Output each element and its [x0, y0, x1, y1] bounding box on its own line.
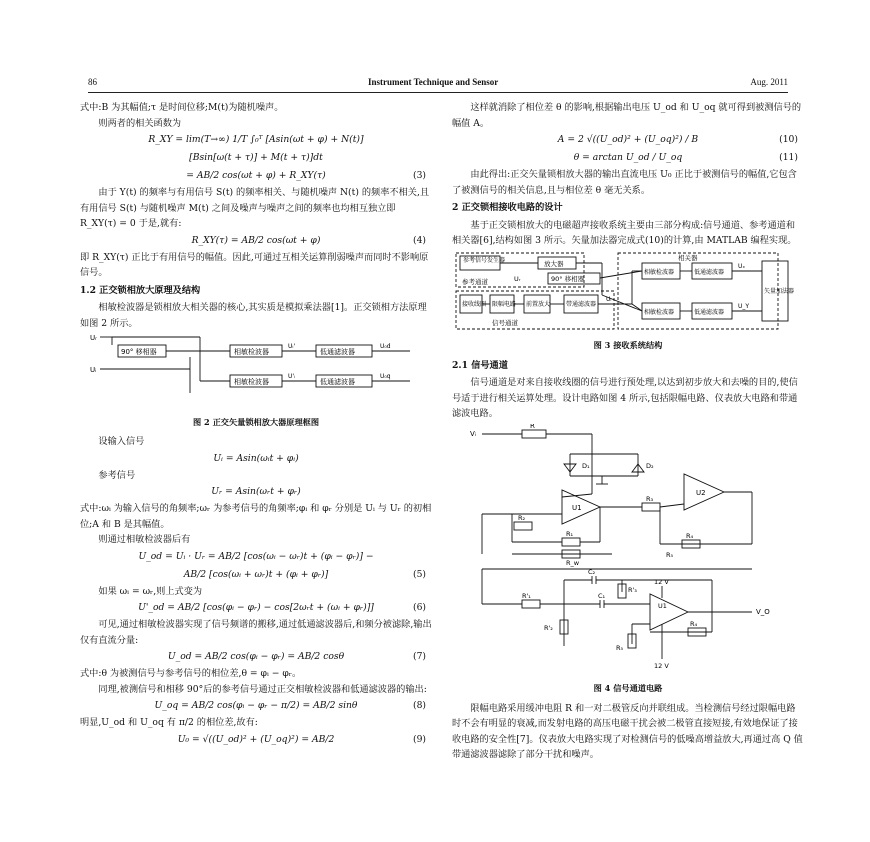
page-number: 86	[88, 77, 97, 87]
figure-3-caption: 图 3 接收系统结构	[593, 340, 663, 350]
fig4-rw: R_w	[566, 558, 580, 567]
fig3-limiter: 限幅电路	[492, 300, 517, 308]
equation-number: (8)	[412, 700, 426, 711]
paragraph: 基于正交锁相放大的电磁超声接收系统主要由三部分构成:信号通道、参考通道和相关器[6],结构如图 3 所示。矢量加法器完成式(10)的计算,由 MATLAB 编程实现。	[452, 219, 797, 246]
journal-name: Instrument Technique and Sensor	[368, 77, 499, 87]
paragraph: 明显,U_od 和 U_oq 有 π/2 的相位差,故有:	[80, 717, 258, 728]
fig2-lpf-bottom: 低通滤波器	[320, 378, 355, 386]
equation-number: (7)	[412, 651, 426, 662]
fig3-phase-shifter: 90° 移相器	[551, 274, 585, 283]
fig2-lpf-top: 低通滤波器	[320, 348, 355, 356]
fig3-ref-channel: 参考通道	[462, 277, 488, 286]
fig2-out-q: U₀q	[380, 373, 391, 380]
equation-4: R_XY(τ) = AB/2 cos(ωt + φ) (4)	[80, 232, 432, 250]
fig2-label-ur: Uᵣ	[90, 334, 97, 342]
equation-3-line3: = AB/2 cos(ωt + φ) + R_XY(τ) (3)	[80, 167, 432, 185]
right-column	[452, 100, 804, 763]
fig4-r: R	[530, 423, 535, 430]
fig3-signal-channel: 信号通道	[492, 318, 518, 327]
paragraph: 由于 Y(t) 的频率与有用信号 S(t) 的频率相关、与随机噪声 N(t) 的频率不相关,且有用信号 S(t) 与随机噪声 M(t) 之间及噪声与噪声之间的频率也均相互独立即 R_XY(τ) = 0 于是,就有:	[80, 187, 430, 229]
equation-number: (4)	[412, 234, 426, 246]
equation-5-line2: AB/2 [cos(ωᵢ + ωᵣ)t + (φᵢ + φᵣ)] (5)	[80, 566, 432, 584]
fig3-correlator: 相关器	[678, 253, 698, 262]
equation-input: Uᵢ = Asin(ωᵢt + φᵢ)	[213, 452, 299, 464]
fig3-coil: 接收线圈	[462, 300, 487, 308]
figure-2	[80, 333, 432, 430]
fig4-r1-prime: R'₁	[522, 591, 531, 600]
paragraph: 同理,被测信号和相移 90°后的参考信号通过正交相敏检波器和低通滤波器的输出:	[98, 683, 427, 695]
receiver-system-block-diagram	[452, 251, 802, 331]
fig3-ui: Uᵢ	[606, 295, 612, 303]
equation-number: (3)	[412, 170, 426, 181]
fig3-lpf-2: 低通滤波器	[694, 308, 725, 316]
fig2-psd-bottom: 相敏检波器	[234, 378, 269, 386]
paragraph: 限幅电路采用缓冲电阻 R 和一对二极管反向并联组成。当检测信号经过限幅电路时不会有明显的衰减,而发射电路的高压电磁干扰会被二极管直接短接,有效地保证了接收电路的安全性[7]。仪表放大电路实现了对检测信号的低噪高增益放大,再通过高 Q 值带通滤波器滤除了部分干扰和噪声。	[452, 702, 803, 760]
fig4-d2: D₂	[646, 461, 654, 470]
paragraph: 可见,通过相敏检波器实现了信号频谱的搬移,通过低通滤波器后,和频分被滤除,输出仅有直流分量:	[80, 619, 432, 646]
fig4-r4b: R₄	[690, 619, 698, 628]
equation-ref: Uᵣ = Asin(ωᵣt + φᵣ)	[211, 486, 301, 497]
fig3-amplifier: 放大器	[544, 259, 564, 268]
fig2-phase-shifter: 90° 移相器	[121, 348, 157, 356]
fig2-psd-top: 相敏检波器	[234, 348, 269, 356]
fig3-uy: U_Y	[738, 302, 750, 310]
fig4-u1-opamp: U1	[658, 601, 667, 610]
section-heading: 1.2 正交锁相放大原理及结构	[80, 284, 201, 296]
fig4-supply-pos: 12 V	[654, 577, 669, 586]
equation-3-line2: [Bsin[ω(t + τ)] + M(t + τ)]dt	[189, 152, 323, 163]
fig3-psd-2: 相敏检波器	[644, 308, 675, 316]
section-heading: 2.1 信号通道	[452, 359, 508, 371]
fig4-vi: Vᵢ	[470, 429, 477, 438]
fig2-ud1: Uᵢ'	[288, 343, 296, 350]
fig4-r5b: R₅	[616, 643, 624, 652]
equation-11: θ = arctan U_od / U_oq (11)	[452, 149, 804, 167]
left-column	[80, 100, 432, 749]
fig4-u1: U1	[572, 503, 582, 512]
fig4-r2-prime: R'₂	[544, 623, 553, 632]
fig3-lpf-1: 低通滤波器	[694, 268, 725, 276]
issue-date: Aug. 2011	[750, 77, 788, 87]
paragraph: 式中:ωᵢ 为输入信号的角频率;ωᵣ 为参考信号的角频率;φᵢ 和 φᵣ 分别是 Uᵢ 与 Uᵣ 的初相位;A 和 B 是其幅值。	[80, 503, 432, 530]
figure-2-caption: 图 2 正交矢量锁相放大器原理框图	[192, 416, 320, 427]
figure-4-caption: 图 4 信号通道电路	[593, 683, 663, 693]
equation-number: (5)	[412, 568, 426, 580]
equation-8: U_oq = AB/2 cos(φᵢ − φᵣ − π/2) = AB/2 sinθ (8)	[80, 697, 432, 715]
fig4-u2: U2	[696, 488, 706, 497]
fig3-vector-adder: 矢量加法器	[764, 287, 795, 295]
figure-3	[452, 251, 804, 354]
figure-4	[452, 424, 804, 697]
fig4-vo: V_O	[756, 607, 770, 616]
paragraph: 设输入信号	[98, 436, 145, 447]
fig3-bpf: 带通滤波器	[566, 300, 597, 308]
paragraph: 参考信号	[98, 469, 136, 481]
fig3-ux: Uₓ	[738, 262, 746, 270]
fig4-supply-neg: 12 V	[654, 661, 669, 670]
fig4-c2: C₂	[588, 567, 596, 576]
paragraph: 则通过相敏检波器后有	[98, 534, 191, 545]
fig3-preamp: 前置放大	[526, 300, 551, 308]
fig4-r3: R₃	[646, 494, 654, 503]
paragraph: 由此得出:正交矢量锁相放大器的输出直流电压 U₀ 正比于被测信号的幅值,它包含了被测信号的相关信息,且与相位差 θ 毫无关系。	[452, 169, 797, 196]
fig3-ref-source: 参考信号发生器	[463, 256, 506, 264]
paragraph: 如果 ωᵢ = ωᵣ,则上式变为	[98, 585, 203, 597]
paragraph: 式中:B 为其幅值;τ 是时间位移;M(t)为随机噪声。	[80, 102, 284, 113]
paragraph: 则两者的相关函数为	[98, 117, 182, 129]
signal-channel-circuit	[452, 424, 802, 674]
paragraph: 这样就消除了相位差 θ 的影响,根据输出电压 U_od 和 U_oq 就可得到被测信号的幅值 A。	[452, 102, 802, 129]
quadrature-lockin-block-diagram	[80, 333, 430, 407]
fig4-r3-prime: R'₃	[628, 585, 637, 594]
fig4-d1: D₁	[582, 461, 590, 470]
equation-6: U'_od = AB/2 [cos(φᵢ − φᵣ) − cos[2ωᵣt + (ωᵢ + φᵣ)]] (6)	[80, 599, 432, 617]
fig2-label-ui: Uᵢ	[90, 366, 97, 374]
equation-number: (6)	[412, 602, 426, 613]
equation-9: U₀ = √((U_od)² + (U_oq)²) = AB/2 (9)	[80, 731, 432, 749]
equation-number: (10)	[779, 134, 798, 145]
fig4-r4: R₄	[686, 531, 694, 540]
paragraph: 即 R_XY(τ) 正比于有用信号的幅值。因此,可通过互相关运算削弱噪声而同时不影响原信号。	[80, 251, 429, 278]
paragraph: 式中:θ 为被测信号与参考信号的相位差,θ = φᵢ − φᵣ。	[80, 668, 302, 679]
equation-3-line1: R_XY = lim(T→∞) 1/T ∫₀ᵀ [Asin(ωt + φ) + N(t)]	[148, 134, 364, 145]
equation-10: A = 2 √((U_od)² + (U_oq)²) / B (10)	[452, 131, 804, 149]
fig4-r5: R₅	[666, 550, 674, 559]
equation-number: (9)	[412, 733, 426, 745]
equation-5-line1: U_od = Uᵢ · Uᵣ = AB/2 [cos(ωᵢ − ωᵣ)t + (φᵢ − φᵣ)] −	[138, 550, 374, 562]
equation-number: (11)	[779, 152, 798, 163]
header-rule	[88, 92, 788, 93]
paragraph: 相敏检波器是锁相放大相关器的核心,其实质是模拟乘法器[1]。正交锁相方法原理如图 2 所示。	[80, 302, 427, 329]
paragraph: 信号通道是对来自接收线圈的信号进行预处理,以达到初步放大和去噪的目的,使信号适于进行相关运算处理。设计电路如图 4 所示,包括限幅电路、仪表放大电路和带通滤波电路。	[452, 377, 798, 419]
fig2-ud2: U'ᵢ	[288, 373, 296, 380]
fig4-r2: R₂	[518, 513, 526, 522]
equation-7: U_od = AB/2 cos(φᵢ − φᵣ) = AB/2 cosθ (7)	[80, 648, 432, 666]
fig3-psd-1: 相敏检波器	[644, 268, 675, 276]
fig4-c1: C₁	[598, 591, 606, 600]
fig2-out-d: U₀d	[380, 343, 391, 350]
fig4-r1: R₁	[566, 529, 574, 538]
fig3-ur: Uᵣ	[514, 274, 521, 283]
running-header	[88, 77, 788, 91]
section-heading: 2 正交锁相接收电路的设计	[452, 202, 563, 213]
